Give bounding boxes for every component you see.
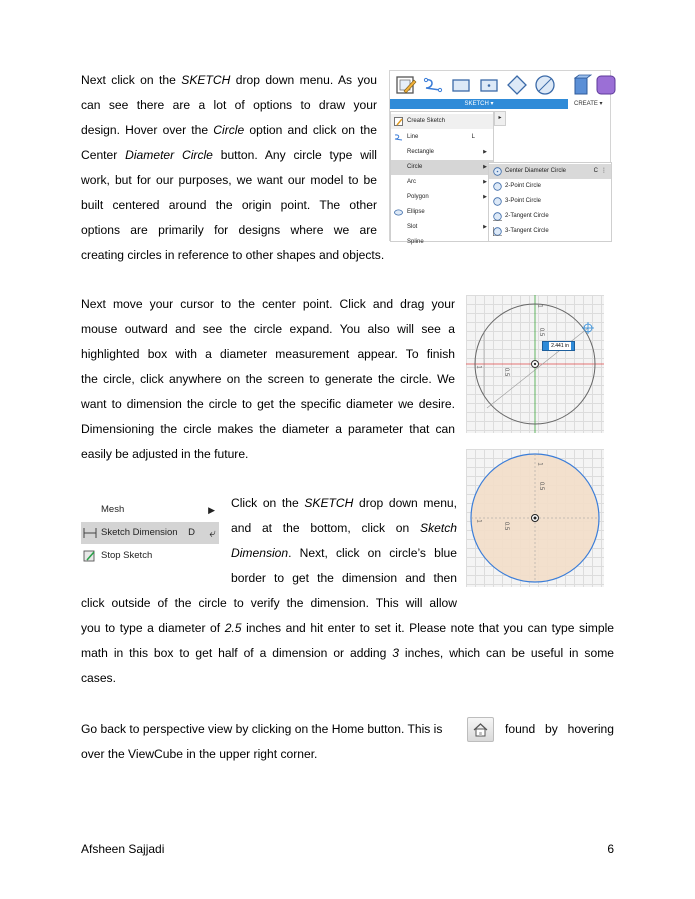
paragraph-2 xyxy=(81,292,455,467)
p3-em-sketch: SKETCH xyxy=(304,496,354,510)
p3-line-6 xyxy=(81,616,614,641)
submenu-item-3-point-circle[interactable] xyxy=(489,194,611,209)
p3-text: Click on the xyxy=(231,496,305,510)
menu-item-shortcut: L xyxy=(471,134,475,140)
p3-line-1 xyxy=(231,491,457,516)
submenu-item-3-tangent-circle[interactable] xyxy=(489,224,611,239)
p3-line-5: click outside of the circle to verify the dimension. This will allow xyxy=(81,596,457,610)
submenu-item-label: 2-Tangent Circle xyxy=(505,213,549,219)
submenu-arrow-icon: ▶ xyxy=(483,179,487,185)
circle-submenu xyxy=(488,162,612,242)
circle-drawing-canvas xyxy=(466,295,604,433)
menu-item-label: Arc xyxy=(407,179,416,185)
p1-line-6: built centered around the origin point. The other xyxy=(81,198,377,212)
p1-line-8: creating circles in reference to other shapes and objects. xyxy=(81,248,385,262)
p3-line-3 xyxy=(231,541,457,566)
axis-label: 1 xyxy=(536,304,543,308)
menu-item-line[interactable] xyxy=(391,130,493,145)
submenu-item-label: 2-Point Circle xyxy=(505,183,542,189)
menu-item-rectangle[interactable] xyxy=(391,145,493,160)
p1-line-5: work, but for our purposes, we want our model to be xyxy=(81,173,377,187)
circle-dimension-canvas xyxy=(466,449,604,587)
p2-line-1: Next move your cursor to the center point. Click and drag your xyxy=(81,297,455,311)
p3-text: inches, which can be useful in some xyxy=(399,646,615,660)
menu-item-label: Rectangle xyxy=(407,149,435,155)
submenu-arrow-icon: ▶ xyxy=(483,194,487,200)
p4-line-1-post: found by hovering xyxy=(505,722,614,736)
three-tangent-circle-icon xyxy=(493,227,502,236)
axis-label: 0.5 xyxy=(538,481,545,491)
p3-text: drop down menu, xyxy=(353,496,458,510)
create-menu-button[interactable]: CREATE ▾ xyxy=(574,101,603,107)
three-point-circle-icon xyxy=(493,197,502,206)
p1-line-4: Center Diameter Circle button. Any circle type will xyxy=(81,148,377,162)
menu-item-spline[interactable] xyxy=(391,235,493,243)
submenu-item-2-point-circle[interactable] xyxy=(489,179,611,194)
menu-scroll-handle[interactable]: ▸ xyxy=(494,111,506,126)
crosshair-cursor-icon xyxy=(582,322,594,334)
paragraph-3-full xyxy=(81,591,614,691)
axis-label: 1 xyxy=(475,365,482,369)
p3-line-4: border to get the dimension and then xyxy=(231,571,457,585)
sketch-dimension-icon xyxy=(83,528,97,538)
create-sketch-icon xyxy=(395,74,417,96)
p3-em-value: 3 xyxy=(392,646,399,660)
sketch-menu-button[interactable]: SKETCH ▾ xyxy=(390,99,568,109)
menu-item-slot[interactable] xyxy=(391,220,493,235)
sketch-menu-screenshot xyxy=(389,70,611,245)
rectangle-tool-icon xyxy=(450,74,472,96)
paragraph-1 xyxy=(81,68,377,243)
paragraph-3-wrapped xyxy=(231,491,457,591)
axis-label: 1 xyxy=(536,462,543,466)
axis-label: 0.5 xyxy=(503,367,510,377)
menu-item-label: Slot xyxy=(407,224,418,230)
p1-em-circle: Circle xyxy=(213,123,245,137)
undo-arrow-icon: ⤶ xyxy=(209,526,216,540)
p2-line-3: highlighted box with a diameter measurement appear. To finish xyxy=(81,347,455,361)
menu-item-label: Sketch Dimension xyxy=(101,527,178,538)
menu-item-circle[interactable] xyxy=(391,160,493,175)
menu-item-stop-sketch[interactable] xyxy=(81,545,219,567)
menu-item-mesh[interactable] xyxy=(81,499,219,521)
submenu-item-shortcut: C xyxy=(593,168,598,174)
menu-item-label: Circle xyxy=(407,164,423,170)
polygon-tool-icon xyxy=(506,74,528,96)
menu-item-polygon[interactable] xyxy=(391,190,493,205)
menu-item-label: Stop Sketch xyxy=(101,550,153,561)
p1-line-7: options are primarily for designs where we are xyxy=(81,223,377,237)
p1-em-sketch: SKETCH xyxy=(181,73,231,87)
p3-line-2 xyxy=(231,516,457,541)
submenu-arrow-icon: ▶ xyxy=(208,505,215,515)
slot-tool-icon xyxy=(478,74,500,96)
menu-item-label: Spline xyxy=(407,239,424,245)
menu-item-label: Line xyxy=(407,134,419,140)
p3-line-8: cases. xyxy=(81,671,116,685)
submenu-arrow-icon: ▶ xyxy=(483,224,487,230)
p4-line-2: over the ViewCube in the upper right corner. xyxy=(81,747,318,761)
p3-text: inches and hit enter to set it. Please note that you can type simple xyxy=(241,621,615,635)
submenu-arrow-icon: ▶ xyxy=(483,164,487,170)
ellipse-small-icon xyxy=(394,208,403,217)
extrude-icon xyxy=(570,74,592,96)
p3-text: math in this box to get half of a dimension or adding xyxy=(81,646,393,660)
p3-line-7 xyxy=(81,641,614,666)
sketch-dimension-menu-screenshot xyxy=(81,497,219,569)
form-icon xyxy=(595,74,617,96)
submenu-item-center-diameter-circle[interactable] xyxy=(489,164,611,179)
p3-text: . Next, click on circle’s blue xyxy=(288,546,457,560)
menu-item-label: Create Sketch xyxy=(407,118,446,124)
p1-line-1: Next click on the SKETCH drop down menu. As you xyxy=(81,73,377,87)
p3-em-dimension: Dimension xyxy=(231,546,289,560)
submenu-arrow-icon: ▶ xyxy=(483,149,487,155)
menu-item-label: Mesh xyxy=(101,504,125,515)
home-icon xyxy=(468,718,493,741)
two-tangent-circle-icon xyxy=(493,212,502,221)
p4-line-1-pre: Go back to perspective view by clicking on the Home button. This is xyxy=(81,722,443,736)
p3-text: you to type a diameter of xyxy=(81,621,225,635)
footer-author: Afsheen Sajjadi xyxy=(81,842,165,856)
p2-line-7: easily be adjusted in the future. xyxy=(81,447,249,461)
circle-dimension-screenshot xyxy=(466,449,604,587)
more-options-icon[interactable]: ⋮ xyxy=(601,168,607,174)
p1-em-diameter: Diameter Circle xyxy=(125,148,213,162)
circle-tool-icon xyxy=(534,74,556,96)
p1-line-3: design. Hover over the Circle option and click on the xyxy=(81,123,377,137)
menu-item-shortcut: D xyxy=(188,527,195,538)
sketch-dropdown-menu xyxy=(390,111,494,245)
menu-item-label: Polygon xyxy=(407,194,429,200)
axis-label: 1 xyxy=(475,519,482,523)
circle-drawing-screenshot xyxy=(466,295,604,433)
footer-page-number: 6 xyxy=(607,842,614,856)
two-point-circle-icon xyxy=(493,182,502,191)
menu-item-arc[interactable] xyxy=(391,175,493,190)
submenu-item-label: 3-Point Circle xyxy=(505,198,542,204)
center-diameter-circle-icon xyxy=(493,167,502,176)
submenu-item-2-tangent-circle[interactable] xyxy=(489,209,611,224)
diameter-input-value[interactable]: 2.441 in xyxy=(549,342,571,350)
p2-line-5: want to dimension the circle to get the specific diameter we desire. xyxy=(81,397,455,411)
submenu-item-label: 3-Tangent Circle xyxy=(505,228,549,234)
create-sketch-small-icon xyxy=(394,117,403,126)
p1-line-2: can see there are a lot of options to draw your xyxy=(81,98,377,112)
p2-line-6: Dimensioning the circle makes the diameter a parameter that can xyxy=(81,422,455,436)
p2-line-4: the circle, click anywhere on the screen to generate the circle. We xyxy=(81,372,455,386)
p3-em-value: 2.5 xyxy=(224,621,242,635)
line-small-icon xyxy=(394,133,403,142)
menu-item-create-sketch[interactable] xyxy=(391,114,493,129)
home-button[interactable] xyxy=(467,717,494,742)
submenu-item-label: Center Diameter Circle xyxy=(505,168,567,174)
menu-item-sketch-dimension[interactable] xyxy=(81,522,219,544)
stop-sketch-icon xyxy=(83,549,96,562)
line-tool-icon xyxy=(422,74,444,96)
axis-label: 0.5 xyxy=(538,327,545,337)
p3-text: and at the bottom, click on xyxy=(231,521,421,535)
menu-item-ellipse[interactable] xyxy=(391,205,493,220)
axis-label: 0.5 xyxy=(503,521,510,531)
p3-em-sketch-word: Sketch xyxy=(420,521,457,535)
menu-item-label: Ellipse xyxy=(407,209,425,215)
p2-line-2: mouse outward and see the circle expand. You also will see a xyxy=(81,322,455,336)
